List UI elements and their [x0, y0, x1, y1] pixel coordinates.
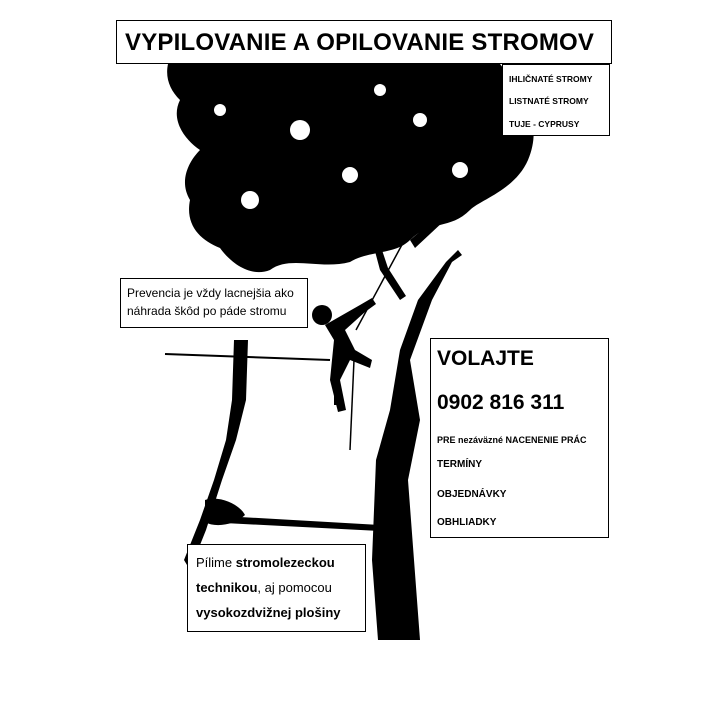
tree-type-conifer: IHLIČNATÉ STROMY — [509, 74, 593, 84]
method-text — [196, 550, 364, 625]
call-heading: VOLAJTE — [437, 347, 534, 370]
service-item-terms: TERMÍNY — [437, 459, 482, 470]
service-item-orders: OBJEDNÁVKY — [437, 489, 507, 500]
prevention-box — [120, 278, 308, 328]
prevention-text: Prevencia je vždy lacnejšia ako náhrada škôd po páde stromu — [127, 286, 294, 318]
page-title: VYPILOVANIE A OPILOVANIE STROMOV — [125, 29, 595, 56]
method-text-part2: , aj pomocou — [257, 580, 332, 595]
phone-number: 0902 816 311 — [437, 391, 565, 414]
contact-box — [430, 338, 609, 538]
method-bold-platform: vysokozdvižnej plošiny — [196, 605, 341, 620]
method-bold-climbing: stromolezeckou technikou — [196, 555, 335, 595]
service-item-inspections: OBHLIADKY — [437, 517, 497, 528]
title-box — [116, 20, 612, 64]
tree-type-thuja-cypress: TUJE - CYPRUSY — [509, 119, 580, 129]
method-text-part1: Pílime — [196, 555, 236, 570]
tree-types-box — [502, 64, 610, 136]
tree-type-deciduous: LISTNATÉ STROMY — [509, 96, 589, 106]
method-box — [187, 544, 366, 632]
quote-line: PRE nezáväzné NACENENIE PRÁC — [437, 435, 587, 445]
